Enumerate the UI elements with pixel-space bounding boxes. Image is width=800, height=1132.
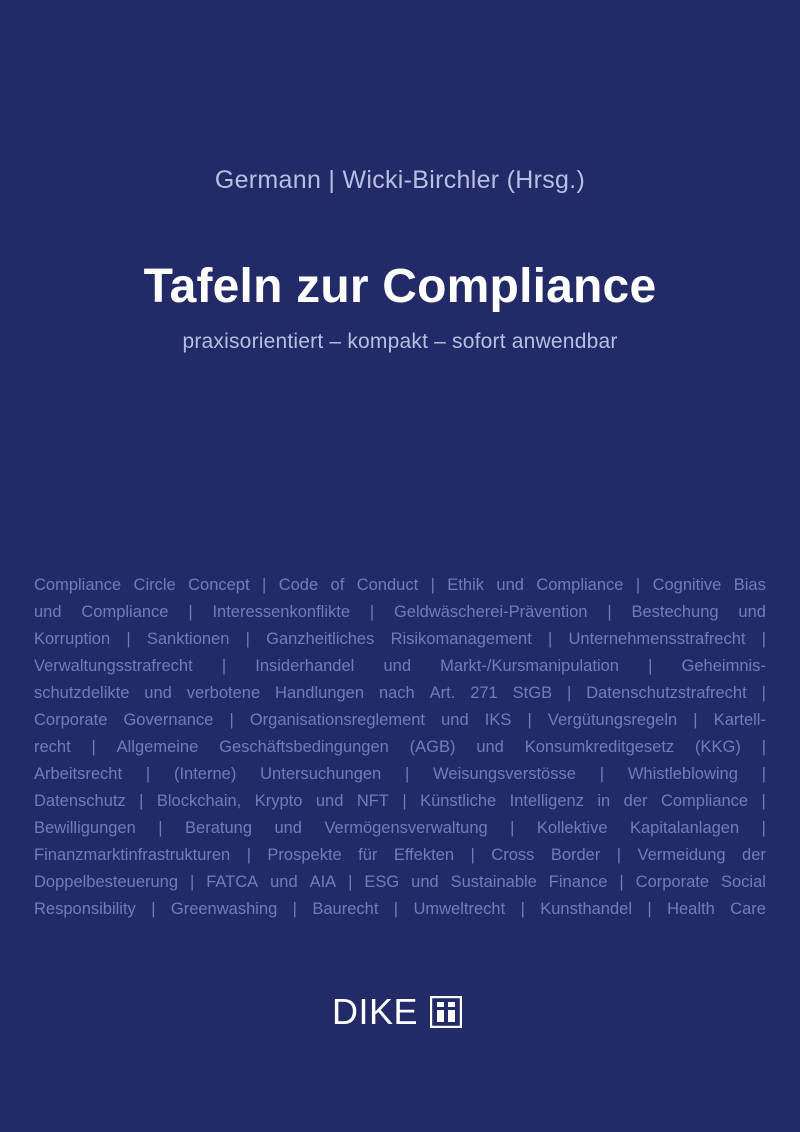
- topics-word: Sanktionen: [146, 630, 230, 648]
- topics-word: Korruption: [34, 630, 111, 648]
- topics-word: und: [441, 711, 469, 729]
- topics-word: Ethik: [447, 576, 484, 594]
- topics-word: Organisationsreglement: [249, 711, 426, 729]
- topics-word: |: [229, 711, 234, 729]
- topics-word: 271: [470, 684, 498, 702]
- topics-word: |: [189, 873, 195, 891]
- topics-word: und: [274, 819, 302, 837]
- topics-word: Untersuchungen: [260, 765, 382, 783]
- topics-word: Bewilligungen: [34, 819, 136, 837]
- topics-word: |: [599, 765, 605, 783]
- topics-word: Kollektive: [536, 819, 608, 837]
- topics-word: |: [393, 900, 399, 918]
- topics-word: IKS: [484, 711, 512, 729]
- topics-word: |: [151, 900, 156, 918]
- topics-word: |: [470, 846, 475, 864]
- topics-line: [34, 707, 766, 734]
- topics-word: |: [221, 657, 227, 675]
- topics-line: [34, 869, 766, 896]
- topics-word: und: [270, 873, 298, 891]
- topics-word: |: [616, 846, 622, 864]
- topics-word: |: [402, 792, 407, 810]
- topics-word: |: [619, 873, 624, 891]
- topics-word: |: [520, 900, 525, 918]
- topics-word: Corporate: [34, 711, 108, 729]
- publisher-name: DIKE: [332, 991, 419, 1032]
- topics-word: |: [566, 684, 572, 702]
- topics-word: Intelligenz: [509, 792, 584, 810]
- topics-word: Geldwäscherei-Prävention: [393, 603, 588, 621]
- topics-word: Datenschutz: [34, 792, 126, 810]
- topics-word: |: [647, 900, 652, 918]
- topics-word: Prospekte: [267, 846, 342, 864]
- topics-word: |: [548, 630, 553, 648]
- topics-word: Code: [278, 576, 319, 594]
- topics-word: Conduct: [356, 576, 419, 594]
- topics-word: Künstliche: [420, 792, 497, 810]
- topics-word: Handlungen: [275, 684, 365, 702]
- topics-line: [34, 842, 766, 869]
- topics-word: |: [348, 873, 353, 891]
- topics-word: |: [761, 684, 766, 702]
- topics-line: [34, 653, 766, 680]
- topics-line: [34, 599, 766, 626]
- topics-word: Care: [730, 900, 766, 918]
- topics-word: und: [383, 657, 411, 675]
- topics-word: ESG: [364, 873, 400, 891]
- topics-word: (Interne): [173, 765, 237, 783]
- topics-word: |: [245, 630, 250, 648]
- topics-word: Finance: [548, 873, 608, 891]
- topics-word: |: [145, 765, 151, 783]
- topics-word: für: [358, 846, 378, 864]
- topics-word: |: [292, 900, 297, 918]
- topics-word: Ganzheitliches: [266, 630, 375, 648]
- topics-word: Markt-/Kursmanipulation: [440, 657, 619, 675]
- topics-word: |: [635, 576, 641, 594]
- topics-word: und: [144, 684, 172, 702]
- topics-word: Arbeitsrecht: [34, 765, 123, 783]
- topics-word: (KKG): [695, 738, 741, 756]
- topics-word: Baurecht: [312, 900, 379, 918]
- topics-word: in: [597, 792, 611, 810]
- book-subtitle: praxisorientiert – kompakt – sofort anwendbar: [182, 330, 618, 353]
- topics-word: Insiderhandel: [255, 657, 355, 675]
- topics-word: NFT: [356, 792, 389, 810]
- topics-word: verbotene: [186, 684, 261, 702]
- topics-word: Art.: [429, 684, 456, 702]
- topics-word: Finanzmarktinfrastrukturen: [34, 846, 231, 864]
- topics-word: Interessenkonflikte: [212, 603, 351, 621]
- topics-word: |: [761, 819, 766, 837]
- topics-word: Circle: [133, 576, 176, 594]
- topics-word: Compliance: [34, 576, 122, 594]
- topics-word: |: [510, 819, 515, 837]
- topics-word: |: [139, 792, 144, 810]
- topics-word: Bestechung: [631, 603, 719, 621]
- topics-word: |: [761, 738, 766, 756]
- topics-word: Kapitalanlagen: [629, 819, 740, 837]
- topics-word: Whistleblowing: [627, 765, 738, 783]
- editors: Germann | Wicki-Birchler (Hrsg.): [214, 166, 586, 194]
- topics-word: Corporate: [635, 873, 710, 891]
- topics-word: |: [91, 738, 96, 756]
- topics-word: Concept: [188, 576, 250, 594]
- topics-word: Cognitive: [652, 576, 722, 594]
- publisher-logo-icon: [430, 996, 462, 1028]
- topics-word: Beratung: [185, 819, 252, 837]
- topics-word: Geschäftsbedingungen: [219, 738, 389, 756]
- topics-word: und: [315, 792, 344, 810]
- topics-word: Umweltrecht: [413, 900, 506, 918]
- topics-line: [34, 572, 766, 599]
- topics-word: StGB: [512, 684, 553, 702]
- topics-word: Cross: [491, 846, 535, 864]
- topics-line: [34, 788, 766, 815]
- topics-word: Vergütungsregeln: [547, 711, 678, 729]
- topics-word: Health: [667, 900, 715, 918]
- topics-word: Compliance: [660, 792, 749, 810]
- topics-line: [34, 896, 766, 923]
- topics-word: und: [476, 738, 504, 756]
- book-title: Tafeln zur Compliance: [143, 260, 657, 313]
- topics-word: Konsumkreditgesetz: [524, 738, 675, 756]
- topics-word: Vermeidung: [637, 846, 726, 864]
- topics-word: Vermögensverwaltung: [324, 819, 488, 837]
- topics-word: |: [405, 765, 410, 783]
- topics-word: |: [246, 846, 251, 864]
- topics-word: |: [430, 576, 435, 594]
- topics-word: Compliance: [81, 603, 169, 621]
- topics-word: (AGB): [409, 738, 456, 756]
- topics-word: Kunsthandel: [540, 900, 632, 918]
- topics-word: |: [761, 792, 766, 810]
- topics-line: [34, 680, 766, 707]
- topics-word: |: [188, 603, 193, 621]
- topics-word: FATCA: [206, 873, 259, 891]
- topics-word: und: [411, 873, 439, 891]
- topics-word: Responsibility: [34, 900, 136, 918]
- topics-word: Verwaltungsstrafrecht: [34, 657, 193, 675]
- topics-line: [34, 761, 766, 788]
- publisher: [332, 992, 462, 1032]
- topics-word: Doppelbesteuerung: [34, 873, 179, 891]
- topics-word: |: [369, 603, 375, 621]
- topics-word: Krypto: [254, 792, 303, 810]
- topics-word: Social: [720, 873, 766, 891]
- topics-word: und: [34, 603, 62, 621]
- topics-word: |: [527, 711, 532, 729]
- topics-word: und: [496, 576, 524, 594]
- topics-line: [34, 626, 766, 653]
- topics-word: Bias: [733, 576, 766, 594]
- topics-word: |: [648, 657, 653, 675]
- topics-word: AIA: [309, 873, 337, 891]
- topics-word: Unternehmensstrafrecht: [568, 630, 746, 648]
- topics-word: der: [623, 792, 648, 810]
- topics-word: schutzdelikte: [34, 684, 130, 702]
- topics-word: Geheimnis-: [681, 657, 766, 675]
- topics-word: nach: [378, 684, 415, 702]
- topics-word: Greenwashing: [170, 900, 278, 918]
- topics-word: Blockchain,: [156, 792, 242, 810]
- topics-line: [34, 734, 766, 761]
- topics-word: Effekten: [393, 846, 455, 864]
- topics-word: |: [126, 630, 131, 648]
- topics-word: der: [742, 846, 766, 864]
- topics-word: Kartell-: [713, 711, 766, 729]
- topics-word: Weisungsverstösse: [433, 765, 576, 783]
- topics-word: Governance: [123, 711, 214, 729]
- topics-word: |: [261, 576, 267, 594]
- topics-word: |: [761, 630, 766, 648]
- topics-word: Allgemeine: [116, 738, 199, 756]
- topics-word: |: [761, 765, 766, 783]
- topics-word: of: [330, 576, 345, 594]
- topics-word: Sustainable: [450, 873, 537, 891]
- topics-word: |: [158, 819, 163, 837]
- topics-word: |: [607, 603, 612, 621]
- topics-word: recht: [34, 738, 71, 756]
- topics-word: |: [693, 711, 698, 729]
- topics-word: und: [738, 603, 766, 621]
- topics-word: Risikomanagement: [390, 630, 532, 648]
- topics-list: [34, 572, 766, 923]
- topics-word: Border: [550, 846, 601, 864]
- topics-word: Datenschutzstrafrecht: [586, 684, 747, 702]
- topics-word: Compliance: [536, 576, 624, 594]
- topics-line: [34, 815, 766, 842]
